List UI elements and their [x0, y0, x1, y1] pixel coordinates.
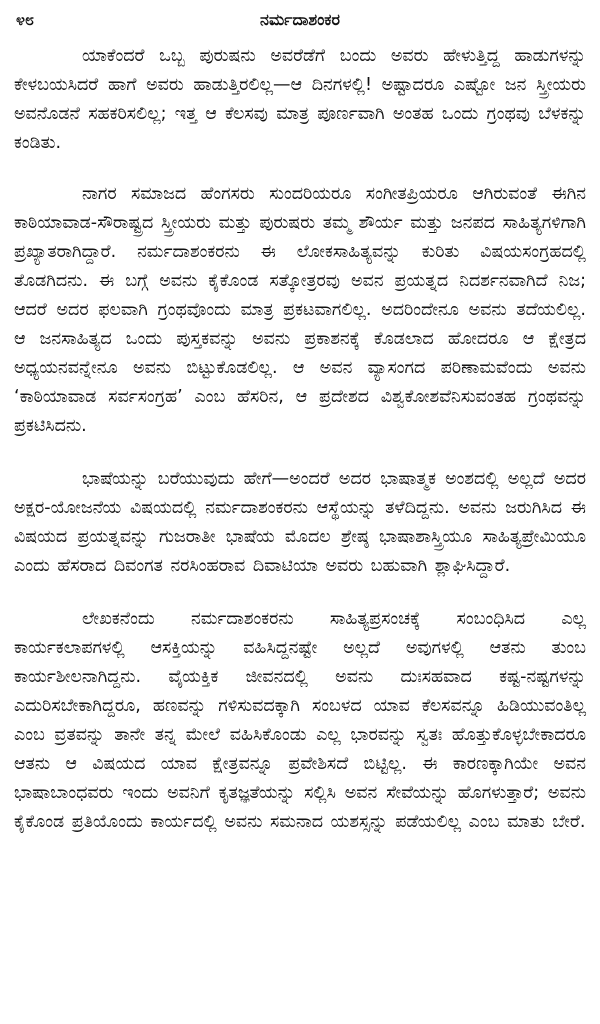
- paragraph-2: ನಾಗರ ಸಮಾಜದ ಹೆಂಗಸರು ಸುಂದರಿಯರೂ ಸಂಗೀತಪ್ರಿಯರೂ ಆಗಿರುವಂತೆ ಈಗಿನ ಕಾಠಿಯಾವಾಡ-ಸೌರಾಷ್ಟ್ರದ ಸ್ತ್ರೀಯರು ಮತ್ತು ಪುರುಷರು ತಮ್ಮ ಶೌರ್ಯ ಮತ್ತು ಜನಪದ ಸಾಹಿತ್ಯಗಳಿಗಾಗಿ ಪ್ರಖ್ಯಾತರಾಗಿದ್ದಾರೆ. ನರ್ಮದಾಶಂಕರನು ಈ ಲೋಕಸಾಹಿತ್ಯವನ್ನು ಕುರಿತು ವಿಷಯಸಂಗ್ರಹದಲ್ಲಿ ತೊಡಗಿದನು. ಈ ಬಗ್ಗೆ ಅವನು ಕೈಕೊಂಡ ಸತ್ಕೋತ್ರರವು ಅವನ ಪ್ರಯತ್ನದ ನಿದರ್ಶನವಾಗಿದೆ ನಿಜ; ಆದರೆ ಅದರ ಫಲವಾಗಿ ಗ್ರಂಥವೊಂದು ಮಾತ್ರ ಪ್ರಕಟವಾಗಲಿಲ್ಲ. ಅದರಿಂದೇನೂ ಅವನು ತದೆಯಲಿಲ್ಲ. ಆ ಜನಸಾಹಿತ್ಯದ ಒಂದು ಪುಸ್ತಕವನ್ನು ಅವನು ಪ್ರಕಾಶನಕ್ಕೆ ಕೊಡಲಾದ ಹೋದರೂ ಆ ಕ್ಷೇತ್ರದ ಅಧ್ಯಯನವನ್ನೇನೂ ಅವನು ಬಿಟ್ಟುಕೊಡಲಿಲ್ಲ. ಆ ಅವನ ವ್ಯಾಸಂಗದ ಪರಿಣಾಮವೆಂದು ಅವನು ‘ಕಾಠಿಯಾವಾಡ ಸರ್ವಸಂಗ್ರಹ’ ಎಂಬ ಹೆಸರಿನ, ಆ ಪ್ರದೇಶದ ವಿಶ್ವಕೋಶವೆನಿಸುವಂತಹ ಗ್ರಂಥವನ್ನು ಪ್ರಕಟಿಸಿದನು.: [14, 184, 586, 436]
- page-header: [14, 6, 586, 36]
- paragraph-1: ಯಾಕೆಂದರೆ ಒಬ್ಬ ಪುರುಷನು ಅವರೆಡೆಗೆ ಬಂದು ಅವರು ಹೇಳುತ್ತಿದ್ದ ಹಾಡುಗಳನ್ನು ಕೇಳಬಯಸಿದರೆ ಹಾಗೆ ಅವರು ಹಾಡುತ್ತಿರಲಿಲ್ಲ—ಆ ದಿನಗಳಲ್ಲಿ! ಅಷ್ಟಾದರೂ ಎಷ್ಟೋ ಜನ ಸ್ತ್ರೀಯರು ಅವನೊಡನೆ ಸಹಕರಿಸಲಿಲ್ಲ; ಇತ್ತ ಆ ಕೆಲಸವು ಮಾತ್ರ ಪೂರ್ಣವಾಗಿ ಅಂತಹ ಒಂದು ಗ್ರಂಥವು ಬೆಳಕನ್ನು ಕಂಡಿತು.: [14, 46, 586, 153]
- running-title: ನರ್ಮದಾಶಂಕರ: [260, 10, 340, 29]
- paragraph-4: ಲೇಖಕನೆಂದು ನರ್ಮದಾಶಂಕರನು ಸಾಹಿತ್ಯಪ್ರಸಂಚಕ್ಕೆ ಸಂಬಂಧಿಸಿದ ಎಲ್ಲ ಕಾರ್ಯಕಲಾಪಗಳಲ್ಲಿ ಆಸಕ್ತಿಯನ್ನು ವಹಿಸಿದ್ದನಷ್ಟೇ ಅಲ್ಲದೆ ಅವುಗಳಲ್ಲಿ ಆತನು ತುಂಬ ಕಾರ್ಯಶೀಲನಾಗಿದ್ದನು. ವೈಯಕ್ತಿಕ ಜೀವನದಲ್ಲಿ ಅವನು ದುಃಸಹವಾದ ಕಷ್ಟ-ನಷ್ಟಗಳನ್ನು ಎದುರಿಸಬೇಕಾಗಿದ್ದರೂ, ಹಣವನ್ನು ಗಳಿಸುವದಕ್ಕಾಗಿ ಸಂಬಳದ ಯಾವ ಕೆಲಸವನ್ನೂ ಹಿಡಿಯುವಂತಿಲ್ಲ ಎಂಬ ವ್ರತವನ್ನು ತಾನೇ ತನ್ನ ಮೇಲೆ ವಹಿಸಿಕೊಂಡು ಎಲ್ಲ ಭಾರವನ್ನು ಸ್ವತಃ ಹೊತ್ತುಕೊಳ್ಳಬೇಕಾದರೂ ಆತನು ಆ ವಿಷಯದ ಯಾವ ಕ್ಷೇತ್ರವನ್ನೂ ಪ್ರವೇಶಿಸದೆ ಬಿಟ್ಟಿಲ್ಲ. ಈ ಕಾರಣಕ್ಕಾಗಿಯೇ ಅವನ ಭಾಷಾಬಾಂಧವರು ಇಂದು ಅವನಿಗೆ ಕೃತಜ್ಞತೆಯನ್ನು ಸಲ್ಲಿಸಿ ಅವನ ಸೇವೆಯನ್ನು ಹೊಗಳುತ್ತಾರೆ; ಅವನು ಕೈಕೊಂಡ ಪ್ರತಿಯೊಂದು ಕಾರ್ಯದಲ್ಲಿ ಅವನು ಸಮನಾದ ಯಶಸ್ಸನ್ನು ಪಡೆಯಲಿಲ್ಲ ಎಂಬ ಮಾತು ಬೇರೆ.: [14, 609, 586, 832]
- paragraph-3: ಭಾಷೆಯನ್ನು ಬರೆಯುವುದು ಹೇಗೆ—ಅಂದರೆ ಅದರ ಭಾಷಾತ್ಮಕ ಅಂಶದಲ್ಲಿ ಅಲ್ಲದೆ ಅದರ ಅಕ್ಷರ-ಯೋಜನೆಯ ವಿಷಯದಲ್ಲಿ ನರ್ಮದಾಶಂಕರನು ಆಸ್ಥೆಯನ್ನು ತಳೆದಿದ್ದನು. ಅವನು ಜರುಗಿಸಿದ ಈ ವಿಷಯದ ಪ್ರಯತ್ನವನ್ನು ಗುಜರಾತೀ ಭಾಷೆಯ ಮೊದಲ ಶ್ರೇಷ್ಠ ಭಾಷಾಶಾಸ್ತ್ರಿಯೂ ಸಾಹಿತ್ಯಪ್ರೇಮಿಯೂ ಎಂದು ಹೆಸರಾದ ದಿವಂಗತ ನರಸಿಂಹರಾವ ದಿವಾಟಿಯಾ ಅವರು ಬಹುವಾಗಿ ಶ್ಲಾಘಿಸಿದ್ದಾರೆ.: [14, 469, 586, 576]
- page-number: ೪೮: [16, 10, 34, 29]
